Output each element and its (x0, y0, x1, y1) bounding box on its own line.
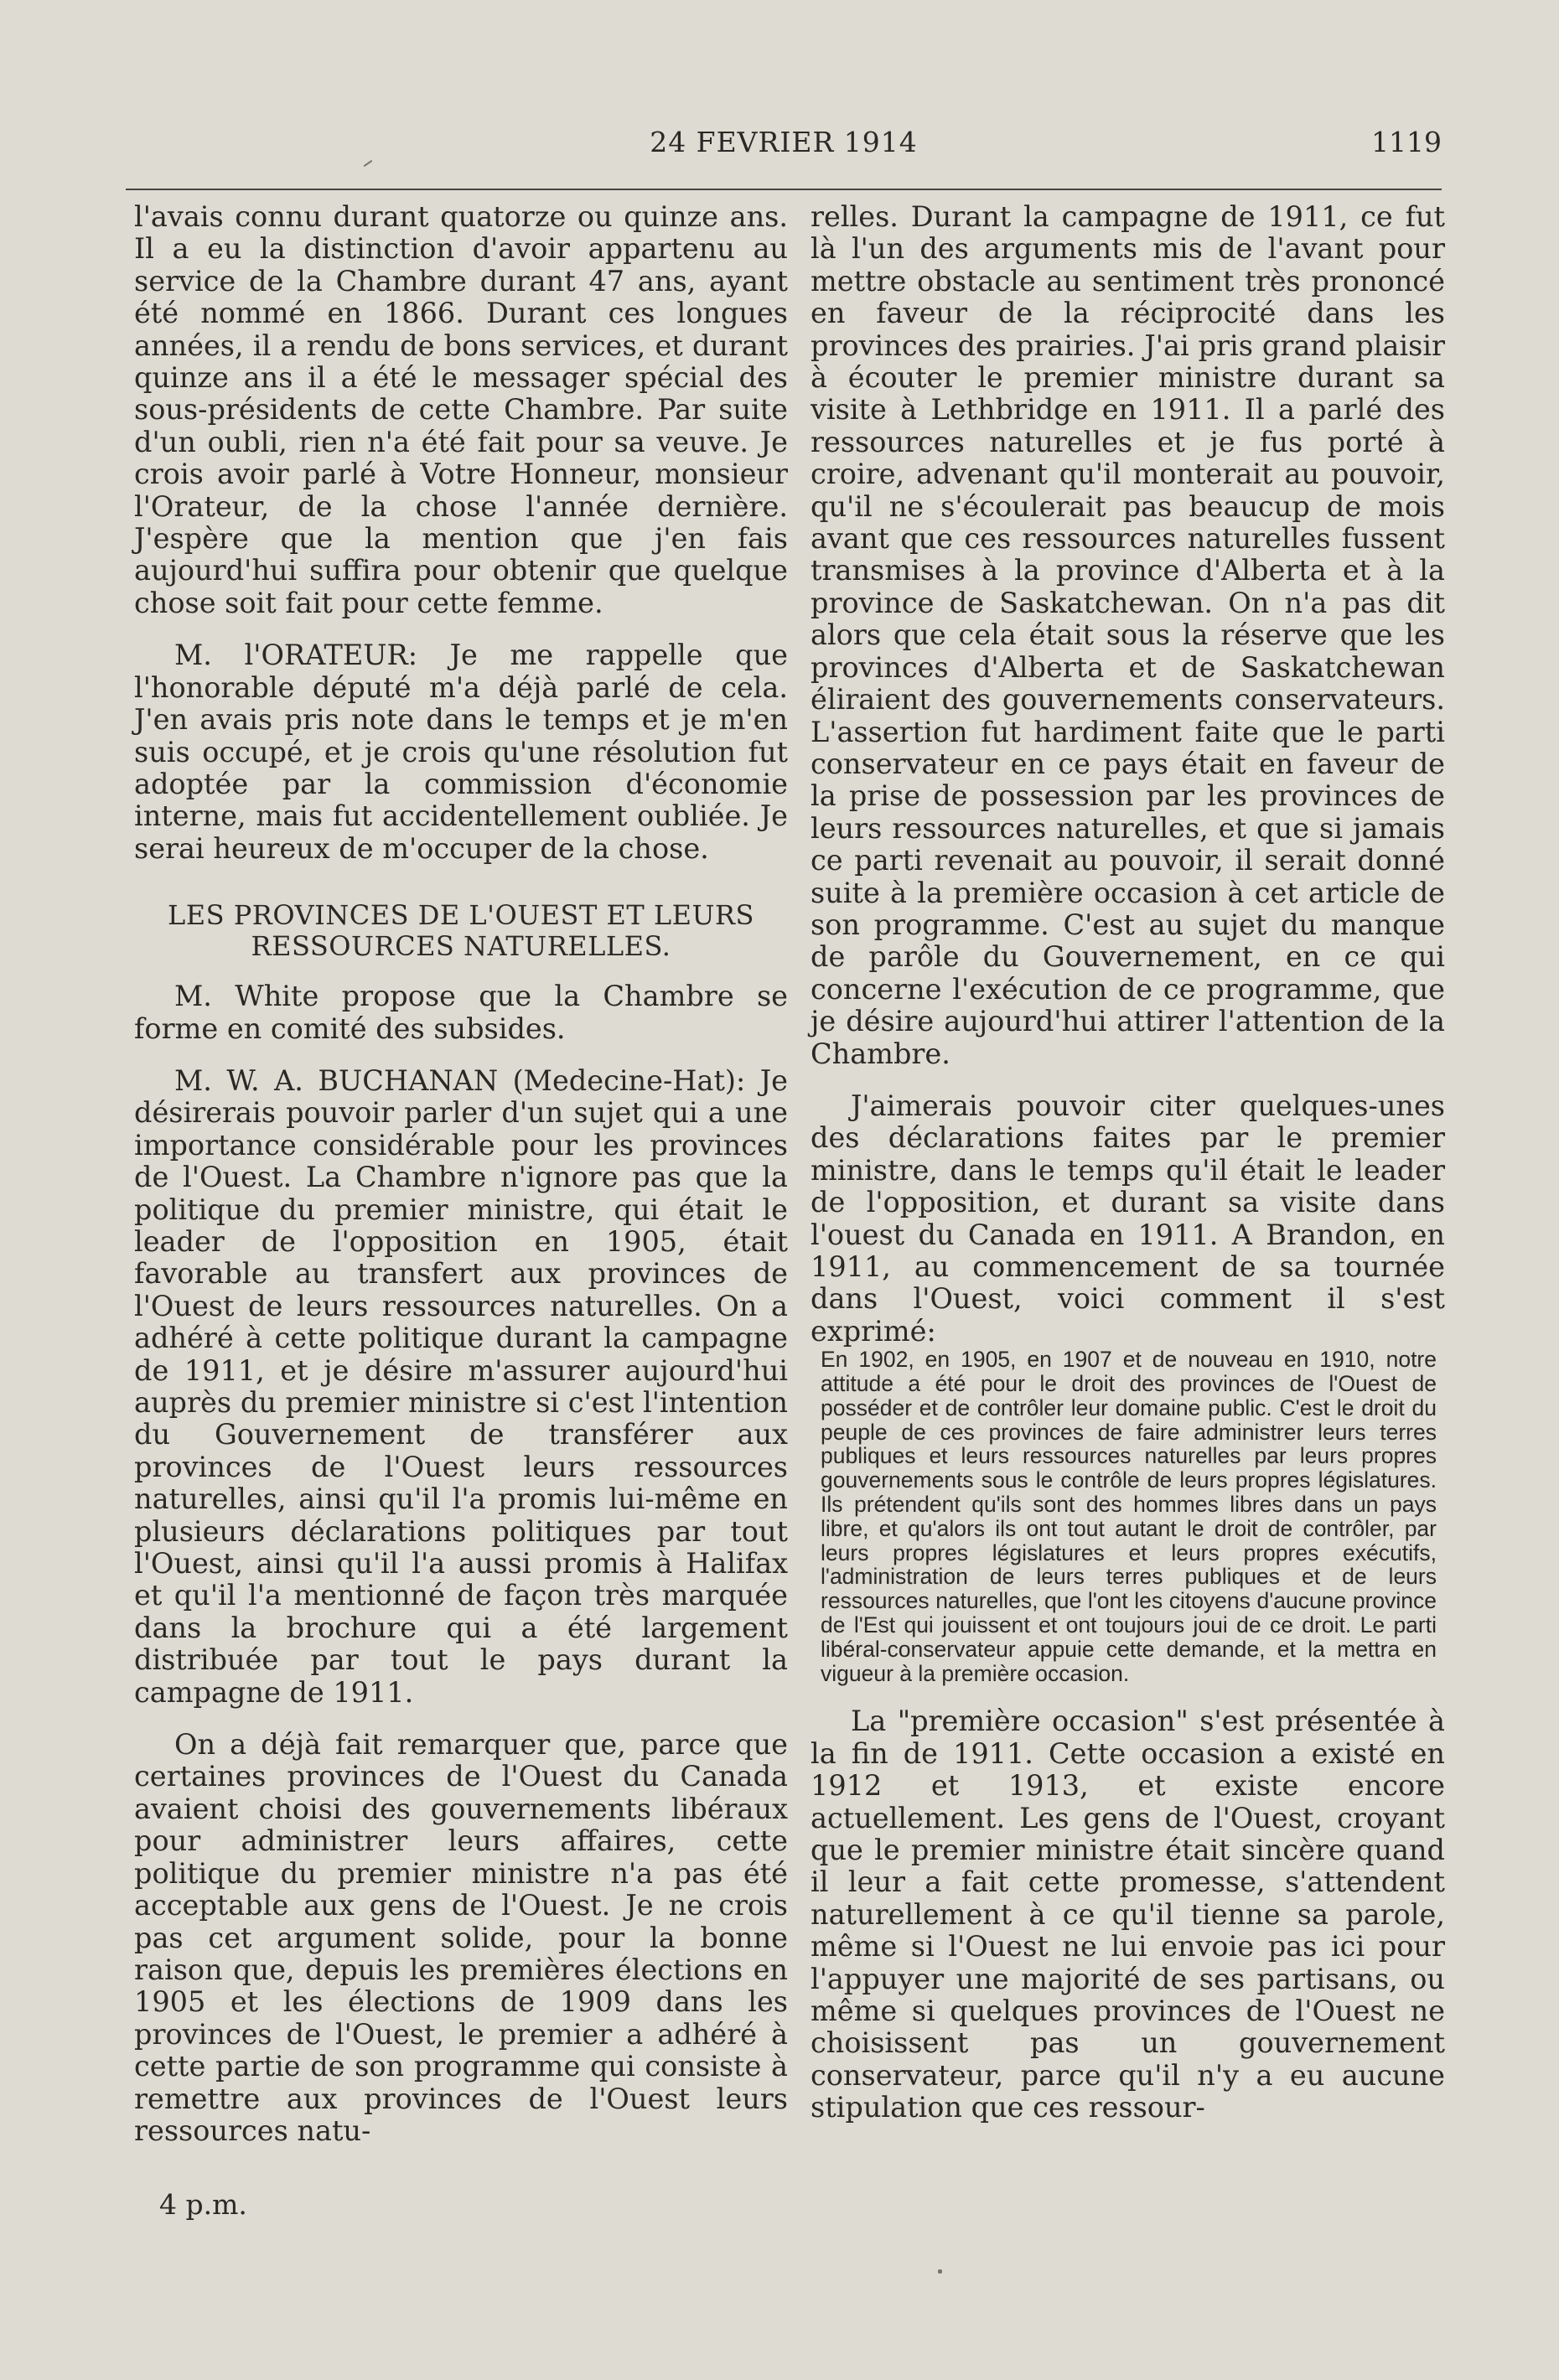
page-number: 1119 (1371, 126, 1442, 158)
left-column (134, 201, 788, 2147)
section-heading: LES PROVINCES DE L'OUEST ET LEURS RESSOURCES NATURELLES. (168, 899, 754, 963)
right-paragraph-3: La "première occasion" s'est présentée à la fin de 1911. Cette occasion a existé en 1912 et 1913, et existe encore actuellement. Les gens de l'Ouest, croyant que le premier ministre était sincère quand il leur a fait cette promesse, s'attendent naturellement à ce qu'il tienne sa parole, même si l'Ouest ne lui envoie pas ici pour l'appuyer une majorité de ses partisans, ou même si quelques provinces de l'Ouest ne choisissent pas un gouvernement conservateur, parce qu'il n'y a eu aucune stipulation que ces ressour- (811, 1705, 1445, 2124)
quoted-statement: En 1902, en 1905, en 1907 et de nouveau en 1910, notre attitude a été pour le droit des provinces de l'Ouest de posséder et de contrôler leur domaine public. C'est le droit du peuple de ces provinces de faire administrer leurs terres publiques et leurs ressources naturelles par leurs propres gouvernements sous le contrôle de leurs propres législatures. Ils prétendent qu'ils sont des hommes libres dans un pays libre, et qu'alors ils ont tout autant le droit de contrôler, par leurs propres législatures et leurs propres exécutifs, l'administration de leurs terres publiques et de leurs ressources naturelles, que l'ont les citoyens d'aucune province de l'Est qui jouissent et ont toujours joui de ce droit. Le parti libéral-conservateur appuie cette demande, et la mettra en vigueur à la première occasion. (821, 1347, 1437, 1686)
page-header (126, 126, 1442, 168)
left-paragraph-1: l'avais connu durant quatorze ou quinze ans. Il a eu la distinction d'avoir appartenu au service de la Chambre durant 47 ans, ayant été nommé en 1866. Durant ces longues années, il a rendu de bons services, et durant quinze ans il a été le messager spécial des sous-présidents de cette Chambre. Par suite d'un oubli, rien n'a été fait pour sa veuve. Je crois avoir parlé à Votre Honneur, monsieur l'Orateur, de la chose l'année dernière. J'espère que la mention que j'en fais aujourd'hui suffira pour obtenir que quelque chose soit fait pour cette femme. (134, 200, 788, 619)
scan-mark (938, 2269, 942, 2274)
right-column (811, 201, 1445, 2124)
left-paragraph-4: M. W. A. BUCHANAN (Medecine-Hat): Je désirerais pouvoir parler d'un sujet qui a une importance considérable pour les provinces de l'Ouest. La Chambre n'ignore pas que la politique du premier ministre, qui était le leader de l'opposition en 1905, était favorable au transfert aux provinces de l'Ouest de leurs ressources naturelles. On a adhéré à cette politique durant la campagne de 1911, et je désire m'assurer aujourd'hui auprès du premier ministre si c'est l'intention du Gouvernement de transférer aux provinces de l'Ouest leurs ressources naturelles, ainsi qu'il l'a promis lui-même en plusieurs déclarations politiques par tout l'Ouest, ainsi qu'il l'a aussi promis à Halifax et qu'il l'a mentionné de façon très marquée dans la brochure qui a été largement distribuée par tout le pays durant la campagne de 1911. (134, 1063, 788, 1709)
header-date: 24 FEVRIER 1914 (650, 126, 918, 158)
header-rule (126, 189, 1442, 190)
left-paragraph-5: On a déjà fait remarquer que, parce que certaines provinces de l'Ouest du Canada avaient choisi des gouvernements libéraux pour administrer leurs affaires, cette politique du premier ministre n'a pas été acceptable aux gens de l'Ouest. Je ne crois pas cet argument solide, pour la bonne raison que, depuis les premières élections en 1905 et les élections de 1909 dans les provinces de l'Ouest, le premier a adhéré à cette partie de son programme qui consiste à remettre aux provinces de l'Ouest leurs ressources natu- (134, 1728, 788, 2147)
left-paragraph-2: M. l'ORATEUR: Je me rappelle que l'honorable député m'a déjà parlé de cela. J'en avais pris note dans le temps et je m'en suis occupé, et je crois qu'une résolution fut adoptée par la commission d'économie interne, mais fut accidentellement oubliée. Je serai heureux de m'occuper de la chose. (134, 639, 788, 865)
margin-time-note: 4 p.m. (159, 2188, 247, 2221)
left-paragraph-3: M. White propose que la Chambre se forme en comité des subsides. (134, 980, 788, 1045)
right-paragraph-2: J'aimerais pouvoir citer quelques-unes des déclarations faites par le premier ministre, dans le temps qu'il était le leader de l'opposition, et durant sa visite dans l'ouest du Canada en 1911. A Brandon, en 1911, au commencement de sa tournée dans l'Ouest, voici comment il s'est exprimé: (811, 1089, 1445, 1348)
right-paragraph-1: relles. Durant la campagne de 1911, ce fut là l'un des arguments mis de l'avant pour mettre obstacle au sentiment très prononcé en faveur de la réciprocité dans les provinces des prairies. J'ai pris grand plaisir à écouter le premier ministre durant sa visite à Lethbridge en 1911. Il a parlé des ressources naturelles et je fus porté à croire, advenant qu'il monterait au pouvoir, qu'il ne s'écoulerait pas beaucup de mois avant que ces ressources naturelles fussent transmises à la province d'Alberta et à la province de Saskatchewan. On n'a pas dit alors que cela était sous la réserve que les provinces d'Alberta et de Saskatchewan éliraient des gouvernements conservateurs. L'assertion fut hardiment faite que le parti conservateur en ce pays était en faveur de la prise de possession par les provinces de leurs ressources naturelles, et que si jamais ce parti revenait au pouvoir, il serait donné suite à la première occasion à cet article de son programme. C'est au sujet du manque de parôle du Gouvernement, en ce qui concerne l'exécution de ce programme, que je désire aujourd'hui attirer l'attention de la Chambre. (811, 200, 1445, 1070)
